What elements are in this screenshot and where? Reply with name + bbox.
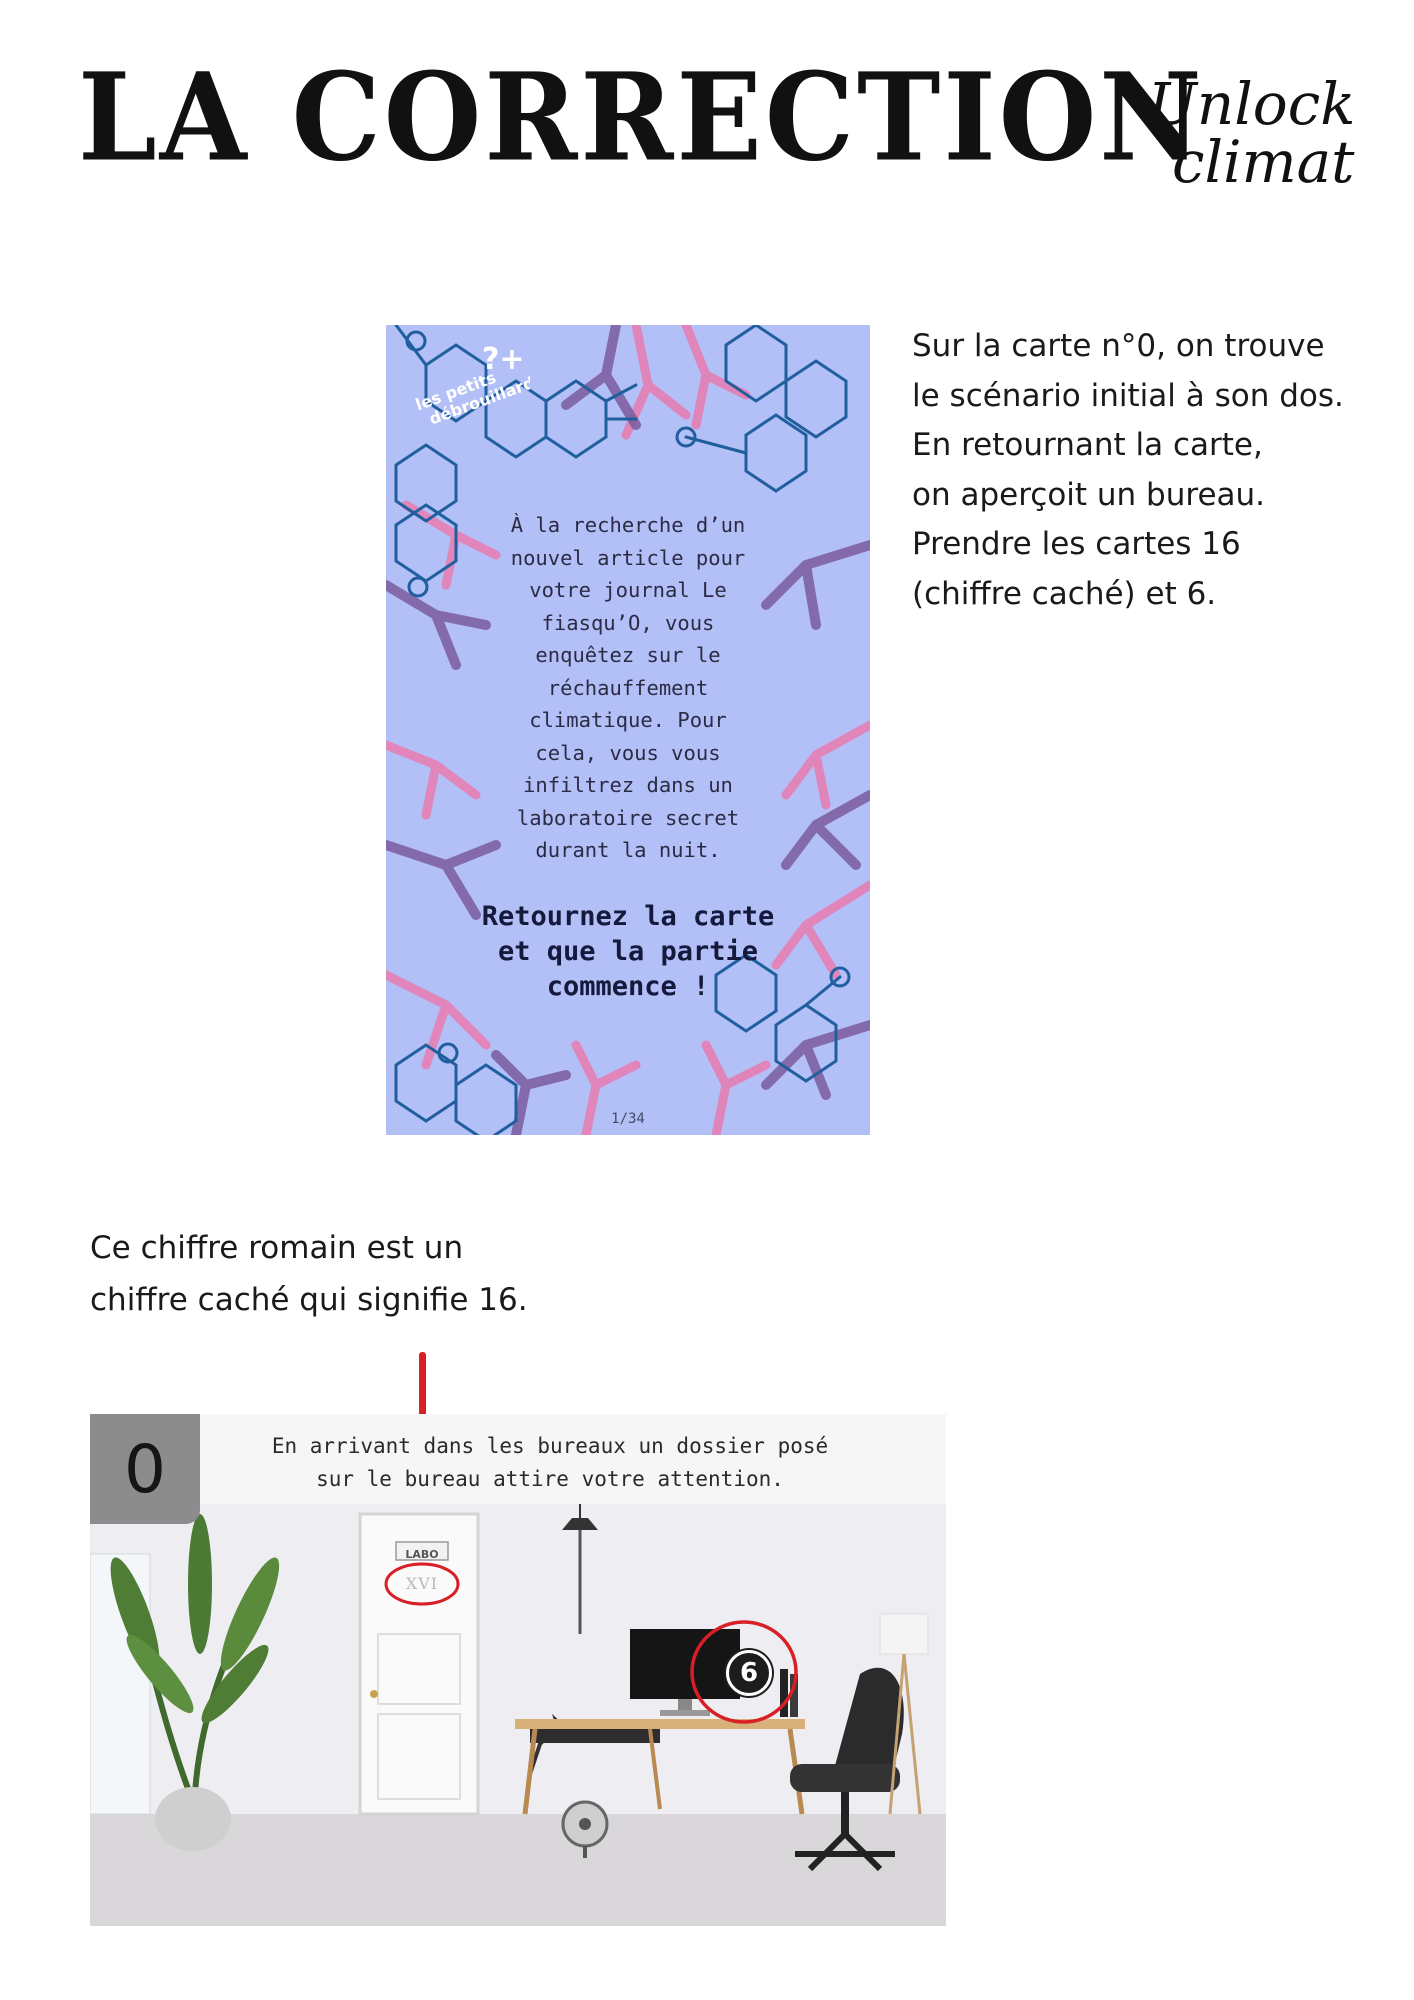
card-call-to-action — [456, 899, 800, 1004]
card-number-badge: 0 — [90, 1414, 200, 1524]
brand-line-1: Unlock — [1148, 70, 1356, 138]
caption-line: En arrivant dans les bureaux un dossier posé — [271, 1434, 829, 1458]
intro-line: le scénario initial à son dos. — [912, 377, 1344, 414]
card-text-line: réchauffement — [547, 675, 709, 700]
card-text-line: À la recherche d’un — [510, 513, 746, 537]
hint-line: chiffre caché qui signifie 16. — [90, 1282, 528, 1318]
card-text-line: infiltrez dans un — [523, 773, 733, 797]
card-text-line: climatique. Pour — [529, 708, 727, 732]
brand-logo — [1138, 62, 1378, 202]
card-text-line: cela, vous vous — [535, 740, 721, 765]
brand-line-2: climat — [1172, 128, 1355, 196]
intro-line: (chiffre caché) et 6. — [912, 575, 1217, 612]
roman-numeral: XVI — [405, 1574, 439, 1593]
card-logo — [410, 339, 530, 429]
intro-line: En retournant la carte, — [912, 427, 1263, 463]
card-text-line: fiasqu’O, vous — [541, 610, 715, 635]
office-scene-card — [90, 1414, 946, 1926]
intro-explanation — [912, 322, 1344, 619]
logo-line-2: débrouillards — [426, 369, 530, 429]
hint-line: Ce chiffre romain est un — [90, 1230, 464, 1266]
card-cta-line: et que la partie — [497, 936, 759, 967]
caption-line: sur le bureau attire votre attention. — [316, 1467, 784, 1491]
logo-line-1: les petits — [412, 367, 499, 415]
card-cta-line: Retournez la carte — [481, 901, 775, 932]
card-text-line: laboratoire secret — [516, 805, 740, 830]
door-sign: LABO — [405, 1548, 439, 1561]
card-scenario-text — [496, 509, 760, 867]
card-cta-line: commence ! — [546, 971, 710, 1002]
card-text-line: enquêtez sur le — [535, 643, 721, 667]
scene-caption — [210, 1430, 890, 1496]
scenario-card — [386, 325, 870, 1135]
card-text-line: votre journal Le — [529, 578, 727, 602]
roman-numeral-hint — [90, 1222, 528, 1326]
card-text-line: nouvel article pour — [510, 545, 746, 570]
svg-text:?+: ?+ — [482, 342, 525, 377]
page-title: LA CORRECTION — [78, 47, 1205, 189]
card-text-line: durant la nuit. — [535, 838, 721, 862]
card-page-number: 1/34 — [611, 1111, 645, 1127]
intro-line: Prendre les cartes 16 — [912, 526, 1241, 562]
number-token: 6 — [726, 1650, 772, 1696]
intro-line: Sur la carte n°0, on trouve — [912, 328, 1325, 364]
intro-line: on aperçoit un bureau. — [912, 476, 1266, 513]
